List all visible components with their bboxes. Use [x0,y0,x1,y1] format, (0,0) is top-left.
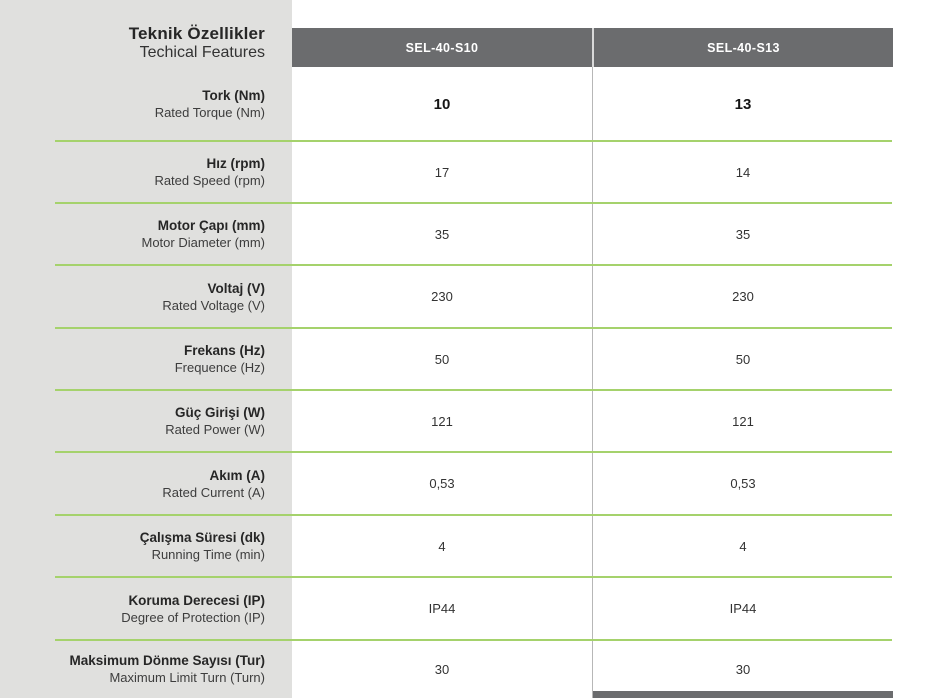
table-title-turkish: Teknik Özellikler [128,24,265,43]
row-label [0,141,292,203]
table-title [0,0,292,67]
row-label-turkish: Güç Girişi (W) [174,405,265,420]
row-label-turkish: Çalışma Süresi (dk) [139,530,265,545]
column-header-sel-40-s13: SEL-40-S13 [592,28,893,67]
cell-value: 35 [592,203,893,265]
cell-value: 0,53 [592,452,893,515]
cell-value: 17 [434,164,450,180]
row-label-turkish: Koruma Derecesi (IP) [128,592,265,608]
table-row-motor-diameter [0,203,893,265]
cell-value: 10 [433,95,451,113]
row-label-turkish: Frekans (Hz) [183,343,265,358]
cell-value: 50 [434,351,450,367]
row-label [0,640,292,698]
cell-value: 4 [438,538,446,554]
table-row-speed [0,141,893,203]
cell-value: IP44 [592,577,893,640]
cell-value: 14 [592,141,893,203]
table-row-running-time [0,515,893,577]
row-label [0,452,292,515]
row-label-english: Rated Power (W) [165,422,265,437]
row-label-english: Motor Diameter (mm) [141,235,265,250]
row-label-english: Degree of Protection (IP) [121,609,265,625]
row-label-turkish: Maksimum Dönme Sayısı (Tur) [69,653,265,668]
row-label-english: Rated Voltage (V) [162,297,265,313]
table-row-frequency [0,328,893,390]
row-label [0,390,292,452]
column-header-sel-40-s10: SEL-40-S10 [292,28,592,67]
row-label [0,328,292,390]
cell-value: 230 [431,289,453,304]
cell-value: 50 [592,328,893,390]
row-label-english: Frequence (Hz) [174,360,265,375]
table-row-rated-power [0,390,893,452]
cell-value: 4 [592,515,893,577]
cell-value: 35 [434,226,450,242]
cell-value: 0,53 [429,476,455,491]
cell-value: 13 [592,67,893,141]
row-label-english: Maximum Limit Turn (Turn) [109,670,265,685]
row-label [0,203,292,265]
table-row-protection-degree [0,577,893,640]
row-label-english: Rated Torque (Nm) [154,105,265,120]
cell-value: 30 [592,640,893,698]
row-label-turkish: Voltaj (V) [207,280,265,296]
row-label [0,67,292,141]
next-section-header-bar-cutoff [593,691,893,698]
row-label-turkish: Hız (rpm) [206,156,265,171]
cell-value: 230 [592,265,893,328]
cell-value: 121 [431,413,453,429]
row-label-english: Rated Speed (rpm) [154,173,265,188]
row-label-english: Running Time (min) [151,547,265,562]
table-row-voltage [0,265,893,328]
row-label-turkish: Motor Çapı (mm) [157,218,265,233]
row-label [0,265,292,328]
table-header-row [0,0,893,67]
table-row-rated-current [0,452,893,515]
table-row-max-limit-turn [0,640,893,698]
table-title-english: Techical Features [139,44,265,61]
row-label-turkish: Tork (Nm) [202,88,265,103]
cell-value: IP44 [428,601,456,616]
row-label [0,515,292,577]
cell-value: 121 [592,390,893,452]
row-label [0,577,292,640]
row-label-english: Rated Current (A) [162,484,265,500]
cell-value: 30 [434,661,450,677]
row-label-turkish: Akım (A) [209,467,265,483]
table-row-torque [0,67,893,141]
